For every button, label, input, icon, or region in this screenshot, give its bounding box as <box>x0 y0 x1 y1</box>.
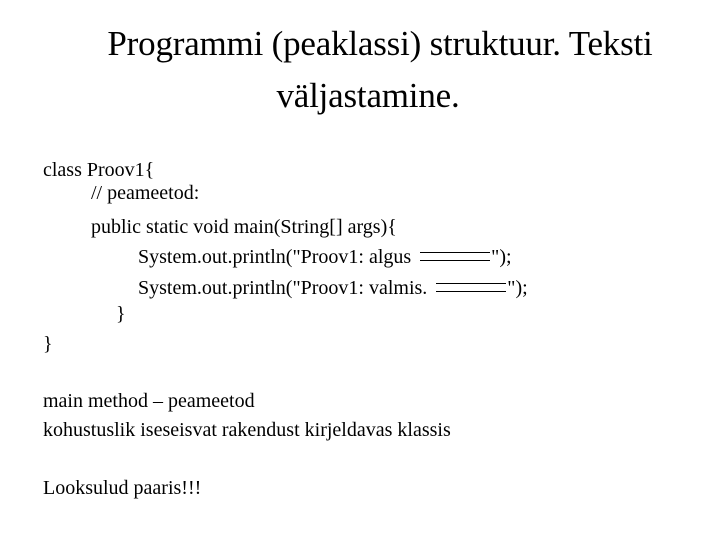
double-rule-line <box>420 252 490 261</box>
code-close-brace-inner: } <box>116 303 126 325</box>
code-class-declaration: class Proov1{ <box>43 159 155 181</box>
slide-title-line-1: Programmi (peaklassi) struktuur. Teksti <box>107 24 653 63</box>
double-rule-line <box>436 283 506 292</box>
description-required: kohustuslik iseseisvat rakendust kirjeldavas klassis <box>43 419 451 441</box>
note-braces: Looksulud paaris!!! <box>43 477 202 499</box>
slide-title-line-2: väljastamine. <box>276 76 460 115</box>
description-main-method: main method – peameetod <box>43 390 255 412</box>
code-close-brace-outer: } <box>43 333 53 355</box>
code-print-start-prefix: System.out.println("Proov1: algus <box>138 246 417 268</box>
code-comment: // peameetod: <box>91 182 200 204</box>
code-print-start <box>138 245 512 269</box>
code-print-end-suffix: "); <box>507 277 528 299</box>
code-print-end-prefix: System.out.println("Proov1: valmis. <box>138 277 433 299</box>
code-print-start-suffix: "); <box>491 246 512 268</box>
code-main-declaration: public static void main(String[] args){ <box>91 216 397 238</box>
code-print-end <box>138 276 528 300</box>
